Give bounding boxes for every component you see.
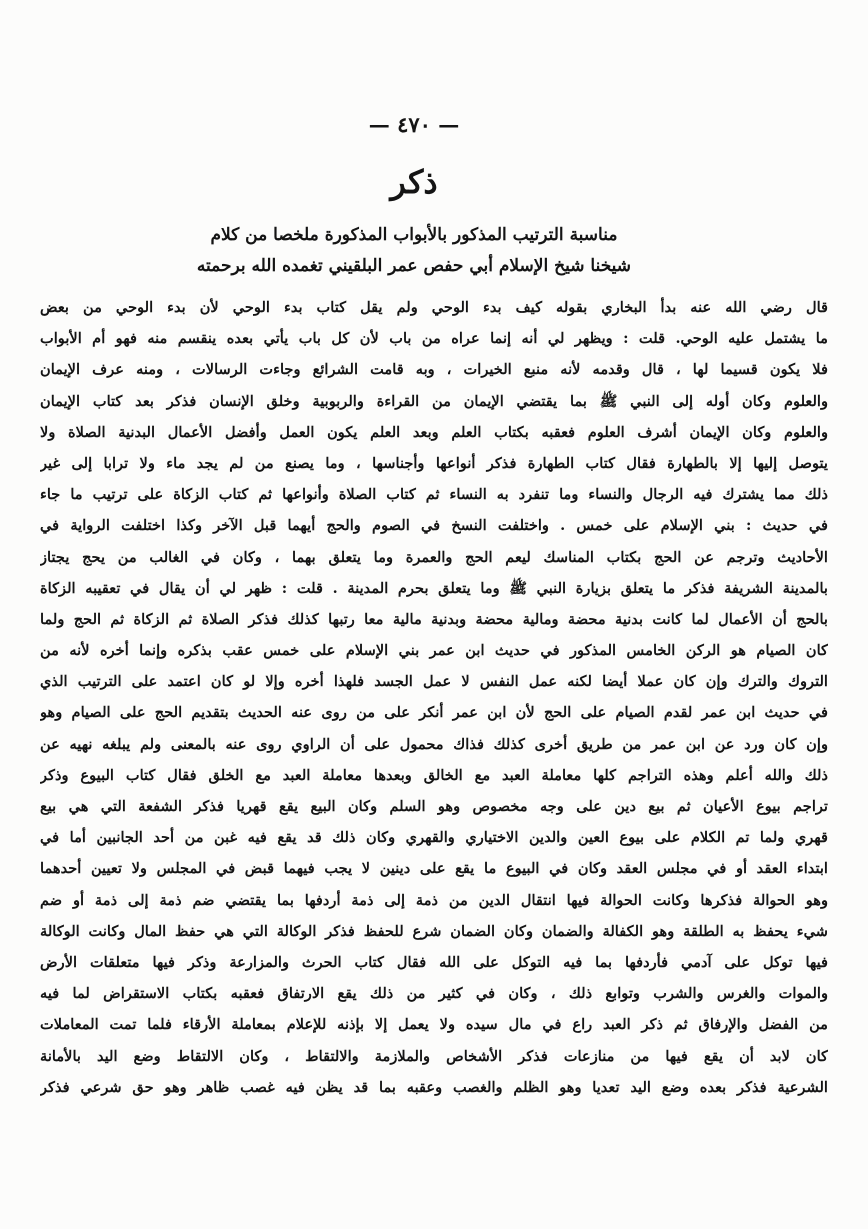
subtitle-line-2: شيخنا شيخ الإسلام أبي حفص عمر البلقيني تغمده الله برحمته [196, 256, 632, 276]
body-line: بالحج أن الأعمال لما كانت بدنية محضة ومالية محضة وبدنية مالية معا رتبها كذلك فذكر الصلاة ثم الزكاة ثم الحج ولما [40, 610, 828, 628]
body-line: قهري ولما تم الكلام على بيوع العين والدين الاختياري والقهري وكان ذلك قد يقع فيه غبن من أحد الجانبين أما في [40, 829, 828, 847]
body-line: كان الصيام هو الركن الخامس المذكور في حديث ابن عمر بني الإسلام على خمس عقب بذكره وإنما أخره لأنه من [40, 642, 828, 660]
body-text [40, 292, 828, 1103]
body-line: التروك والترك وإن كان عملا أيضا لكنه عمل النفس لا عمل الجسد فلهذا أخره وإلا لو كان اعتمد على الترتيب الذي [40, 673, 828, 691]
body-line: والعلوم وكان الإيمان أشرف العلوم فعقبه بكتاب العلم وبعد العلم يكون العمل وأفضل الأعمال البدنية الصلاة ولا [40, 423, 828, 441]
body-line: قال رضي الله عنه بدأ البخاري بقوله كيف بدء الوحي ولم يقل كتاب بدء الوحي لأن بدء الوحي من بعض [40, 299, 828, 316]
body-line: وإن كان ورد عن ابن عمر من طريق أخرى كذلك فذاك محمول على أن الراوي روى عنه بالمعنى ولم يبلغه نهيه عن [40, 735, 828, 753]
body-line: الشرعية فذكر بعده وضع اليد تعديا وهو الظلم والغصب وعقبه بما قد يظن فيه غصب ظاهر وهو حق شرعي فذكر [40, 1078, 828, 1096]
body-line: والموات والغرس والشرب وتوابع ذلك ، وكان في كثير من ذلك يقع الارتفاق فعقبه بكتاب الاستقراض لما فيه [40, 985, 828, 1003]
body-line: شيء يحفظ به الطلقة وهو الكفالة والضمان وكان الضمان شرع للحفظ فذكر الوكالة التي هي حفظ المال وكانت الوكالة [40, 922, 828, 940]
body-line: فيها توكل على آدمي فأردفها بما فيه التوكل على الله فقال كتاب الحرث والمزارعة وذكر فيها متعلقات الأرض [40, 953, 828, 971]
section-heading: ذكر [390, 163, 438, 201]
body-line: تراجم بيوع الأعيان ثم بيع دين على وجه مخصوص وهو السلم وكان البيع يقع قهريا فذكر الشفعة التي هي بيع [40, 798, 828, 815]
body-line: ابتداء العقد أو في مجلس العقد وكان في البيوع ما يقع على دينين لا يجب فيهما قبض في المجلس ولا تعيين أحدهما [40, 860, 828, 878]
body-line: والعلوم وكان أوله إلى النبي ﷺ بما يقتضي الإيمان من القراءة والربوبية وخلق الإنسان فذكر بعد كتاب الإيمان [40, 392, 828, 410]
subtitle-line-1: مناسبة الترتيب المذكور بالأبواب المذكورة ملخصا من كلام [210, 225, 618, 245]
body-line: كان لابد أن يقع فيها من منازعات فذكر الأشخاص والملازمة والالتقاط ، وكان الالتقاط وضع اليد بالأمانة [40, 1047, 828, 1065]
body-line: يتوصل إليها إلا بالطهارة فقال كتاب الطهارة فذكر أنواعها وأجناسها ، وما يصنع من لم يجد ماء ولا ترابا إلى غير [40, 454, 828, 472]
body-line: في حديث : بني الإسلام على خمس . واختلفت النسخ في الصوم والحج أيهما قبل الآخر وكذا اختلفت الرواية في [40, 517, 828, 535]
body-line: من الفضل والإرفاق ثم ذكر العبد راع في مال سيده ولا يعمل إلا بإذنه للإعلام بمعاملة الأرقاء فلما تمت المعاملات [40, 1016, 828, 1034]
body-line: وهو الحوالة فذكرها وكانت الحوالة فيها انتقال الدين من ذمة إلى ذمة أردفها بما يقتضي ضم ذمة إلى ذمة أو ضم [40, 891, 828, 909]
body-line: فلا يكون قسيما لها ، قال وقدمه لأنه منبع الخيرات ، وبه قامت الشرائع وجاءت الرسالات ، ومنه عرف الإيمان [40, 361, 828, 379]
body-line: ذلك والله أعلم وهذه التراجم كلها معاملة العبد مع الخالق وبعدها معاملة العبد مع الخلق فقال كتاب البيوع وذكر [40, 766, 828, 784]
page-number: — ٤٧٠ — [368, 112, 460, 137]
body-line: ما يشتمل عليه الوحي. قلت : ويظهر لي أنه إنما عراه من باب لأن كل باب يأتي بعده ينقسم منه فهو أم الأبواب [40, 330, 828, 348]
body-line: بالمدينة الشريفة فذكر ما يتعلق بزيارة النبي ﷺ وما يتعلق بحرم المدينة . قلت : ظهر لي أن يقال في تعقيبه الزكاة [40, 579, 828, 597]
body-line: ذلك مما يشترك فيه الرجال والنساء وما تنفرد به النساء ثم كتاب الصلاة وأنواعها ثم كتاب الزكاة على ترتيب ما جاء [40, 486, 828, 504]
body-line: في حديث ابن عمر لقدم الصيام على الحج لأن ابن عمر أنكر على من روى عنه الحديث بتقديم الحج على الصيام وهو [40, 704, 828, 722]
body-line: الأحاديث وترجم عن الحج بكتاب المناسك ليعم الحج والعمرة وما يتعلق بهما ، وكان في الغالب من يحج يجتاز [40, 548, 828, 566]
